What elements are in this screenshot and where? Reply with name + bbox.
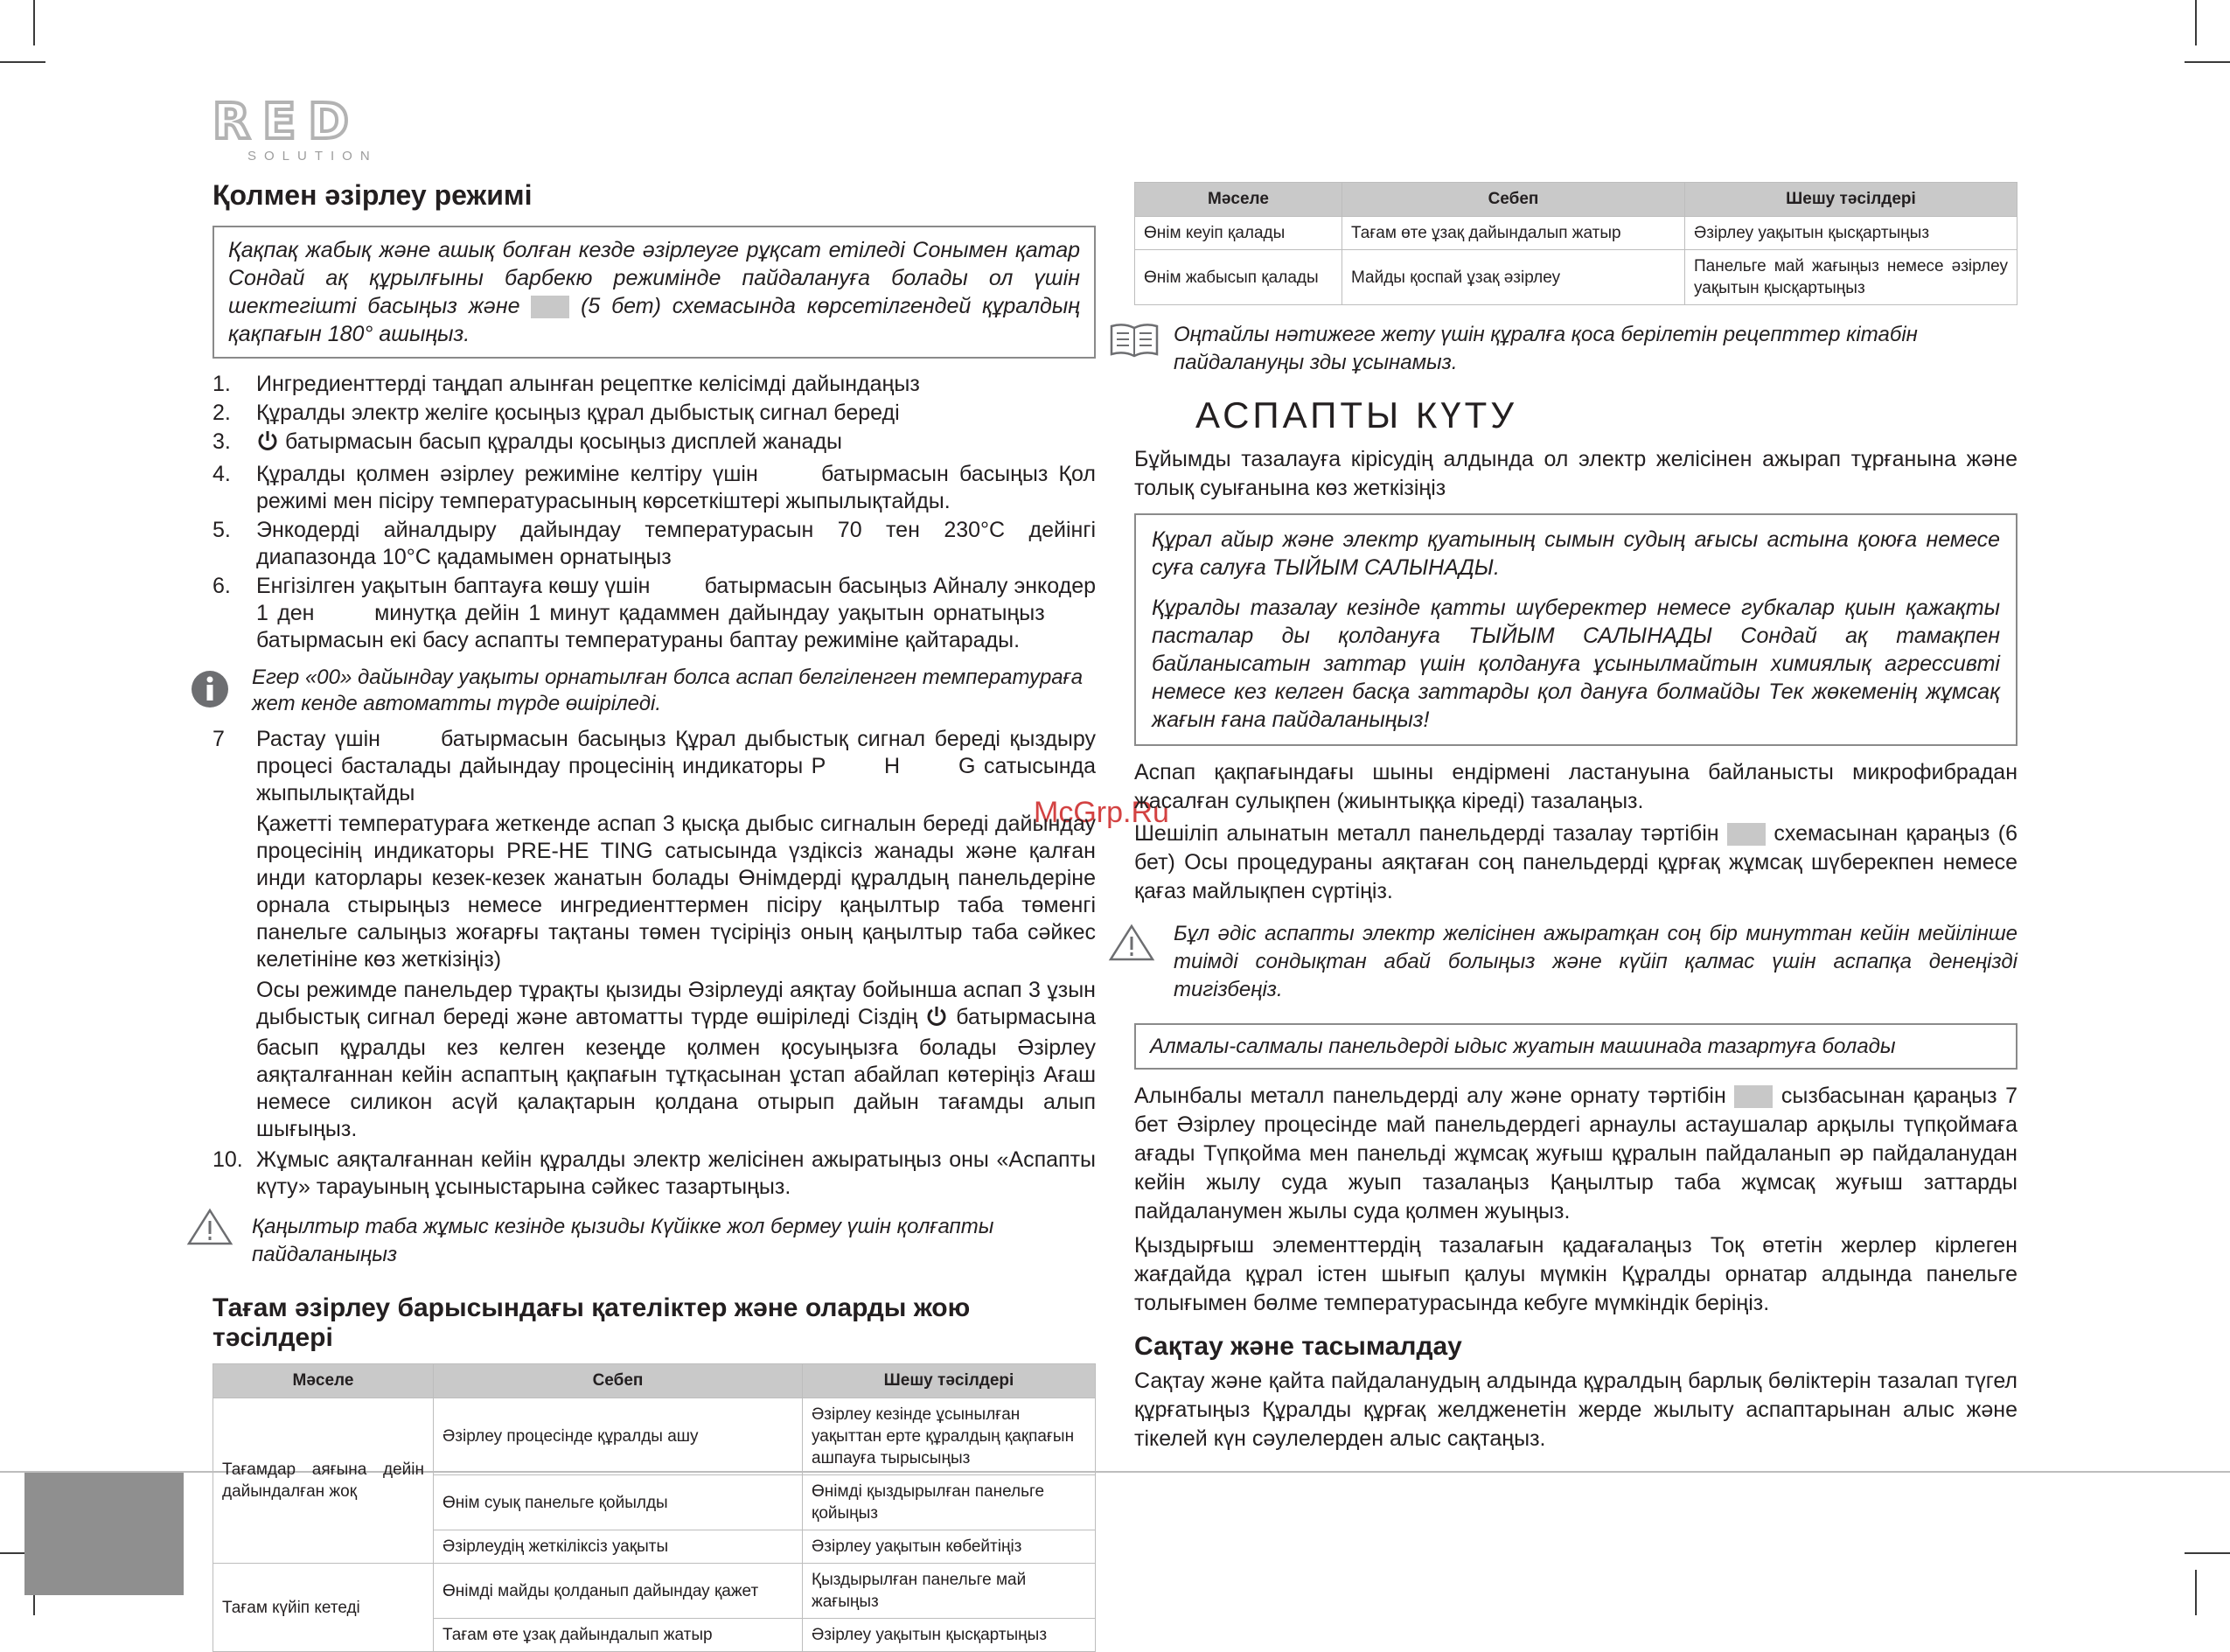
table-cell: Өнімді майды қолданып дайындау қажет — [434, 1564, 803, 1619]
step-text: минутқа дейін 1 минут қадаммен дайындау уақытын орнатыңыз — [374, 601, 1045, 625]
paragraph — [1134, 819, 2017, 906]
list-item — [213, 400, 1096, 427]
book-note-text: Оңтайлы нәтижеге жету үшін құралға қоса берілетін рецепттер кітабін пайдалануңы зды ұсынамыз. — [1174, 323, 1918, 374]
step-number: 5. — [213, 518, 231, 542]
step-text: Құралды қолмен әзірлеу режиміне келтіру үшін — [256, 462, 758, 486]
step-number: 4. — [213, 462, 231, 486]
table-cell: Әзірлеу процесінде құралды ашу — [434, 1398, 803, 1475]
table-cell: Тағам күйіп кетеді — [213, 1564, 434, 1652]
step-number: 6. — [213, 574, 231, 598]
step-text: G сатысында жыпылықтайды — [256, 754, 1097, 805]
watermark: McGrp.Ru — [1034, 796, 1169, 829]
list-item — [213, 1147, 1096, 1201]
brand-logo — [213, 94, 378, 164]
info-icon — [191, 670, 229, 713]
brand-logo-subtitle: SOLUTION — [247, 149, 378, 164]
table-row — [213, 1564, 1096, 1619]
step-text: батырмасын басыңыз Қол режимі мен пісіру температурасының көрсеткіштері жыпылықтайды. — [256, 462, 1096, 513]
crop-mark — [33, 0, 35, 45]
step-text: батырмасын басып құралды қосыңыз дисплей жанады — [284, 429, 843, 454]
crop-mark — [2185, 61, 2230, 63]
steps-list — [213, 371, 1096, 654]
warning-icon — [186, 1208, 233, 1251]
table-header: Себеп — [1342, 183, 1685, 217]
power-icon — [256, 429, 279, 459]
list-item — [213, 726, 1096, 1143]
diagram-ref-placeholder — [531, 296, 569, 318]
table-header: Себеп — [434, 1364, 803, 1398]
crop-mark — [2185, 1552, 2230, 1554]
section-heading: Қолмен әзірлеу режимі — [213, 179, 533, 211]
storage-paragraph: Сақтау және қайта пайдаланудың алдында құралдың барлық бөліктерін тазалап түгел құрғатыңыз Құралды құрғақ желдженетін жерде жылыту аспаптарынан алыс және тікелей күн сәулелерден алыс сақтаңыз. — [1134, 1369, 2017, 1451]
table-row — [1135, 250, 2017, 305]
step-number: 3. — [213, 429, 231, 454]
table-cell: Әзірлеу уақытын қысқартыңыз — [1685, 217, 2017, 250]
page-number-box — [24, 1473, 184, 1595]
table-row — [1135, 217, 2017, 250]
note-box — [213, 226, 1096, 359]
brand-logo-text: RED — [213, 94, 361, 150]
diagram-ref-placeholder — [1727, 823, 1766, 846]
table-cell: Өнімді қыздырылған панельге қойыңыз — [803, 1475, 1096, 1530]
step-text: батырмасын басыңыз Айналу энкодер 1 ден — [256, 574, 1097, 625]
table-header: Мәселе — [213, 1364, 434, 1398]
table-cell: Әзірлеу кезінде ұсынылған уақыттан ерте құралдың қақпағын ашпауға тырысыңыз — [803, 1398, 1096, 1475]
left-column — [213, 179, 1096, 1652]
table-cell: Әзірлеу уақытын көбейтіңіз — [803, 1530, 1096, 1564]
step-text: Энкодерді айналдыру дайындау температурасын 70 тен 230°С дейінгі диапазонда 10°С қадамымен орнатыңыз — [256, 518, 1096, 569]
power-icon — [925, 1005, 948, 1035]
troubleshooting-table-continued — [1134, 182, 2017, 305]
paragraph-text: Алынбалы металл панельдерді алу және орнату тәртібін — [1134, 1084, 1726, 1108]
troubleshooting-table — [213, 1363, 1096, 1652]
table-cell: Әзірлеудің жеткіліксіз уақыты — [434, 1530, 803, 1564]
step-text: H — [883, 754, 900, 778]
warning-text: Қаңылтыр таба жұмыс кезінде қызиды Күйікке жол бермеу үшін қолғапты пайдаланыңыз — [252, 1215, 994, 1266]
table-cell: Тағам өте ұзақ дайындалып жатыр — [1342, 217, 1685, 250]
table-cell: Тағамдар аяғына дейін дайындалған жоқ — [213, 1398, 434, 1564]
list-item — [213, 371, 1096, 398]
step-paragraph: Қажетті температураға жеткенде аспап 3 қысқа дыбыс сигналын береді дайындау процесінің индикаторы PRE-HE TING сатысында үздіксіз жанады және қалған инди каторлары кезек-кезек жанатын болады Өнімдерді құралдың панельдеріне орнала стырыңыз немесе ингредиенттермен пісіру қаңылтыр таба төменгі панельге салыңыз жоғарғы тақтаны төмен түсіріңіз оның қаңылтыр таба сәйкес келетініне көз жеткізіңіз) — [256, 812, 1096, 972]
list-item — [213, 573, 1096, 654]
info-box — [1134, 1023, 2017, 1070]
table-header: Шешу тәсілдері — [803, 1364, 1096, 1398]
paragraph-text: сызбасынан қараңыз 7 бет Әзірлеу процесінде май панельдердегі арнаулы астаушалар арқылы түпқоймаға ағады Түпқойма мен панельді жұмсақ жуғыш құралын пайдаланып әр пайдаланудан кейін жылу суда жуып тазалаңыз Қаңылтыр таба жұмсақ жуғыш заттарды пайдаланумен жылы суда қолмен жуыңыз. — [1134, 1084, 2018, 1223]
warning-box-text: Құрал айыр және электр қуатының сымын судың ағысы астына қоюға немесе суға салуға ТЫЙЫМ САЛЫНАДЫ. — [1152, 527, 2000, 580]
book-note — [1134, 321, 2017, 377]
step-text: Жұмыс аяқталғаннан кейін құралды электр желісінен ажыратыңыз оны «Аспапты күту» тарауының ұсыныстарына сәйкес тазартыңыз. — [256, 1147, 1096, 1199]
warning-icon — [1108, 924, 1155, 966]
paragraph: Аспап қақпағындағы шыны ендірмені ластануына байланысты микрофибрадан жасалған сулықпен (жиынтыққа кіреді) тазалаңыз. — [1134, 760, 2017, 813]
table-header: Шешу тәсілдері — [1685, 183, 2017, 217]
step-text: Ингредиенттерді таңдап алынған рецептке келісімді дайындаңыз — [256, 372, 920, 396]
book-icon — [1108, 321, 1160, 364]
step-text: батырмасына басып құралды кез келген кезеңде қолмен қосуыңызға болады Әзірлеу аяқталғаннан кейін аспаптың қақпағын тұтқасынан ұстап абайлап көтеріңіз Ағаш немесе силикон асүй қалақтарын қолдана отырып дайын тағамды алып шығыңыз. — [256, 1005, 1096, 1141]
crop-mark — [0, 61, 45, 63]
right-column — [1134, 182, 2017, 1453]
section-title: АСПАПТЫ КҮТУ — [1195, 394, 1518, 436]
table-cell: Өнім кеуіп қалады — [1135, 217, 1342, 250]
info-text: Егер «00» дайындау уақыты орнатылған болса аспап белгіленген температураға жет кенде автоматты түрде өшіріледі. — [252, 666, 1084, 715]
step-number: 1. — [213, 372, 231, 396]
note-text-end: (5 бет) схемасында көрсетілгендей құралдың қақпағын 180° ашыңыз. — [228, 294, 1080, 346]
step-paragraph — [256, 977, 1096, 1143]
intro-paragraph: Бұйымды тазалауға кірісудің алдында ол электр желісінен ажырап тұрғанына және толық суығанына көз жеткізіңіз — [1134, 447, 2017, 500]
table-cell: Өнім жабысып қалады — [1135, 250, 1342, 305]
warning-box-text: Құралды тазалау кезінде қатты шүберектер немесе губкалар қиын қажақты пасталар ды қолдануға ТЫЙЫМ САЛЫНАДЫ Сондай ақ тамақпен байланысатын заттар үшін қолдануға ұсынылмайтын химиялық агрессивті немесе кез келген басқа заттарды қол дануға болмайды Тек жөкеменің жұмсақ жағын ғана пайдаланыңыз! — [1152, 596, 2000, 732]
diagram-ref-placeholder — [1734, 1085, 1773, 1108]
list-item — [213, 517, 1096, 571]
warning-note — [213, 1213, 1096, 1269]
table-cell: Әзірлеу уақытын қысқартыңыз — [803, 1619, 1096, 1652]
table-cell: Майды қоспай ұзақ әзірлеу — [1342, 250, 1685, 305]
table-cell: Өнім суық панельге қойылды — [434, 1475, 803, 1530]
step-text: Құралды электр желіге қосыңыз құрал дыбыстық сигнал береді — [256, 401, 900, 425]
table-row — [213, 1398, 1096, 1475]
warning-text: Бұл әдіс аспапты электр желісінен ажыратқан соң бір минуттан кейін мейілінше тиімді сондықтан абай болыңыз және күйіп қалмас үшін аспапқа денеңізді тигізбеңіз. — [1174, 922, 2017, 1001]
storage-heading: Сақтау және тасымалдау — [1134, 1332, 1462, 1361]
list-item — [213, 429, 1096, 459]
step-text: батырмасын басыңыз Құрал дыбыстық сигнал береді қыздыру процесі басталады дайындау процесінің индикаторы P — [256, 727, 1096, 778]
note-text: Қақпақ жабық және ашық болған кезде әзірлеуге рұқсат етіледі Сонымен қатар Сондай ақ құрылғыны барбекю режимінде пайдалануға болады ол үшін шектегішті басыңыз және — [228, 238, 1080, 318]
step-text: Осы режимде панельдер тұрақты қызиды Әзірлеуді аяқтау бойынша аспап 3 ұзын дыбыстық сигнал береді және автоматты түрде өшіріледі Сіздің — [256, 978, 1096, 1029]
table-cell: Тағам өте ұзақ дайындалып жатыр — [434, 1619, 803, 1652]
table-header: Мәселе — [1135, 183, 1342, 217]
crop-mark — [2195, 0, 2197, 45]
paragraph — [1134, 1082, 2017, 1226]
table-header-row — [213, 1364, 1096, 1398]
step-text: батырмасын екі басу аспапты температураны баптау режиміне қайтарады. — [256, 628, 1021, 652]
list-item — [213, 461, 1096, 515]
info-note — [213, 665, 1096, 717]
table-heading: Тағам әзірлеу барысындағы қателіктер және оларды жою тәсілдері — [213, 1293, 971, 1352]
warning-box — [1134, 513, 2017, 746]
paragraph-text: схемасынан қараңыз (6 бет) Осы процедураны аяқтаған соң панельдерді құрғақ жұмсақ шүберекпен немесе қағаз майлықпен сүртіңіз. — [1134, 821, 2018, 903]
table-cell: Панельге май жағыңыз немесе әзірлеу уақытын қысқартыңыз — [1685, 250, 2017, 305]
step-text: Енгізілген уақытын баптауға көшу үшін — [256, 574, 651, 598]
info-box-text: Алмалы-салмалы панельдерді ыдыс жуатын машинада тазартуға болады — [1150, 1035, 1896, 1058]
step-number: 7 — [213, 727, 225, 751]
step-number: 10. — [213, 1147, 243, 1172]
table-cell: Қыздырылған панельге май жағыңыз — [803, 1564, 1096, 1619]
table-header-row — [1135, 183, 2017, 217]
steps-list-continued — [213, 726, 1096, 1201]
crop-mark — [2195, 1570, 2197, 1615]
paragraph: Қыздырғыш элементтердің тазалағын қадағалаңыз Тоқ өтетін жерлер кірлеген жағдайда құрал істен шығып қалуы мүмкін Құралды орнатар алдында панельге толығымен бөлме температурасында кебуге мүмкіндік беріңіз. — [1134, 1233, 2017, 1315]
paragraph-text: Шешіліп алынатын металл панельдерді тазалау тәртібін — [1134, 821, 1719, 846]
warning-note — [1134, 920, 2017, 1004]
step-number: 2. — [213, 401, 231, 425]
step-text: Растау үшін — [256, 727, 380, 751]
